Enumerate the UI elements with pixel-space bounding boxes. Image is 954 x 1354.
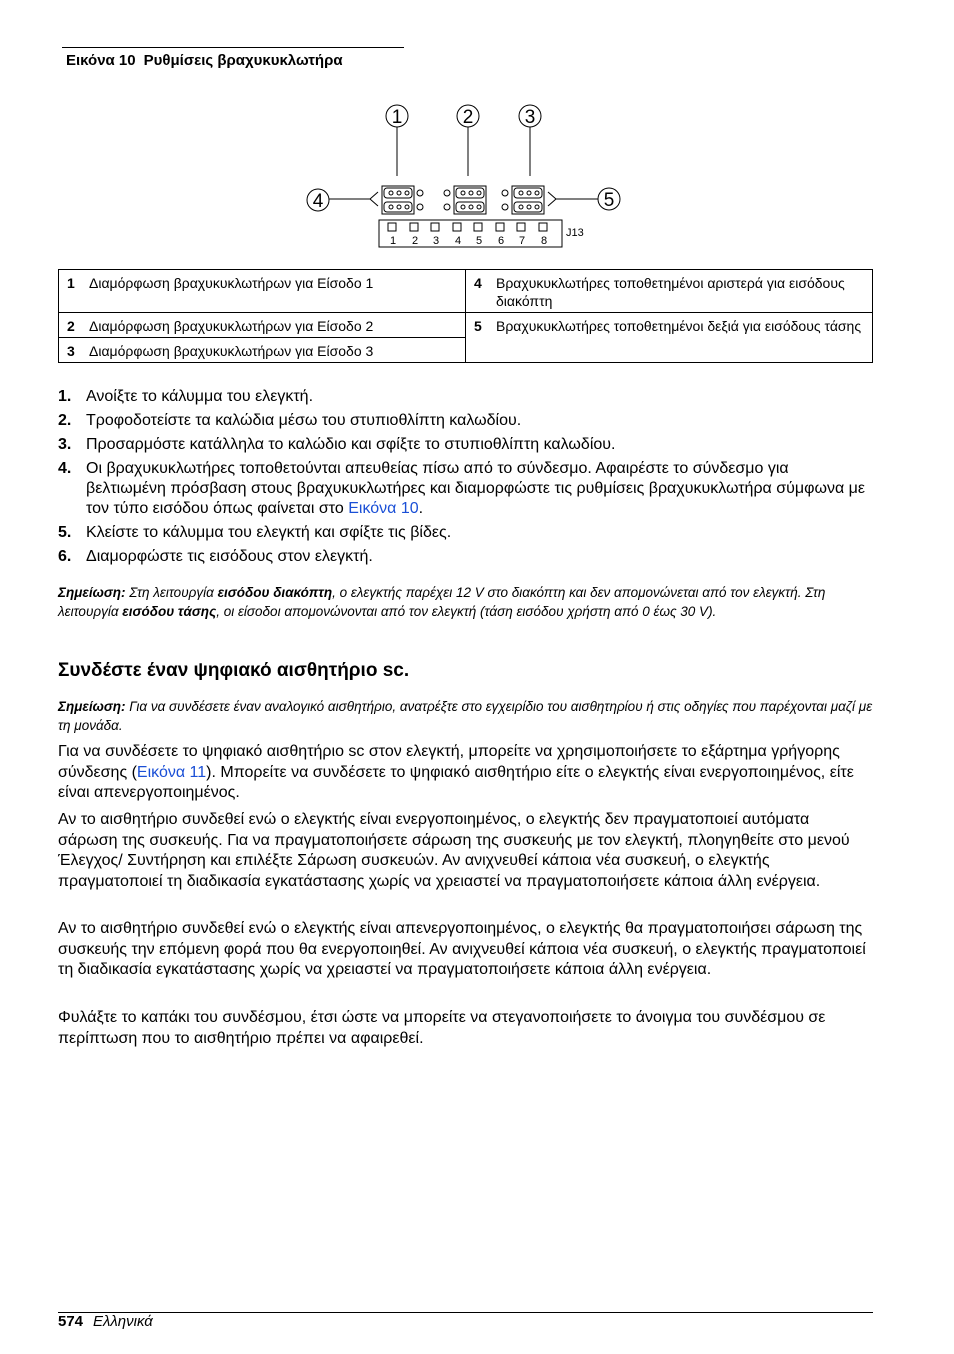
step-item: 1. Ανοίξτε το κάλυμμα του ελεγκτή. <box>58 388 314 405</box>
callout-3-label: 3 <box>524 107 536 128</box>
legend-num: 4 <box>474 275 482 291</box>
paragraph-connector-cap: Φυλάξτε το καπάκι του συνδέσμου, έτσι ώστε να μπορείτε να στεγανοποιήσετε το άνοιγμα του συνδέσμου σε περίπτωση που το αισθητήριο πρέπει να αφαιρεθεί. <box>58 1009 826 1047</box>
note-label: Σημείωση: <box>58 699 126 714</box>
legend-num: 5 <box>474 318 482 334</box>
figure-title: Ρυθμίσεις βραχυκυκλωτήρα <box>143 52 343 69</box>
legend-text: Βραχυκυκλωτήρες τοποθετημένοι δεξιά για εισόδους τάσης <box>496 318 862 334</box>
step-item: 4. Οι βραχυκυκλωτήρες τοποθετούνται απευθείας πίσω από το σύνδεσμο. Αφαιρέστε το σύνδεσμο για βελτιωμένη πρόσβαση στους βραχυκυκλωτήρες και διαμορφώστε τις ρυθμίσεις βραχυκυκλωτήρα σύμφωνα με τον τύπο εισόδου όπως φαίνεται στο Εικόνα 10. <box>58 460 865 517</box>
callout-2-label: 2 <box>462 107 474 128</box>
paragraph-powered-off: Αν το αισθητήριο συνδεθεί ενώ ο ελεγκτής είναι απενεργοποιημένος, ο ελεγκτής θα πραγματοποιήσει σάρωση της συσκευής την επόμενη φορά που θα ενεργοποιηθεί. Αν ανιχνευθεί κάποια νέα συσκευή, ο ελεγκτής πραγματοποιεί τη διαδικασία εγκατάστασης χωρίς να χρειαστεί να πραγματοποιήσετε κάποια άλλη ενέργεια. <box>58 920 866 978</box>
jumper-block-2 <box>444 186 486 214</box>
legend-text: Διαμόρφωση βραχυκυκλωτήρων για Είσοδο 1 <box>89 275 374 291</box>
legend-num: 2 <box>67 318 75 334</box>
step-item: 2. Τροφοδοτείστε τα καλώδια μέσω του στυπιοθλίπτη καλωδίου. <box>58 412 522 429</box>
connector-label: J13 <box>566 227 584 239</box>
legend-num: 1 <box>67 275 75 291</box>
pin-7-label: 7 <box>518 235 526 247</box>
callout-1 <box>386 105 408 176</box>
jumper-block-1 <box>382 186 423 214</box>
note-label: Σημείωση: <box>58 585 126 600</box>
step-item: 6. Διαμορφώστε τις εισόδους στον ελεγκτή. <box>58 548 373 565</box>
section-heading: Συνδέστε έναν ψηφιακό αισθητήριο sc. <box>58 660 410 681</box>
pin-6-label: 6 <box>497 235 505 247</box>
paragraph-powered-on: Αν το αισθητήριο συνδεθεί ενώ ο ελεγκτής είναι ενεργοποιημένος, ο ελεγκτής δεν πραγματοποιεί αυτόματα σάρωση της συσκευής. Για να πραγματοποιήσετε σάρωση της συσκευής με τον ελεγκτή, πλοηγηθείτε στο μενού Έλεγχος/ Συντήρηση και επιλέξτε Σάρωση συσκευών. Αν ανιχνευθεί κάποια νέα συσκευή, ο ελεγκτής πραγματοποιεί τη διαδικασία εγκατάστασης χωρίς να χρειαστεί να πραγματοποιήσετε κάποια άλλη ενέργεια. <box>58 811 850 890</box>
connector-j13 <box>379 220 584 247</box>
figure-11-link[interactable]: Εικόνα 11 <box>136 763 207 781</box>
procedure-steps <box>58 387 873 571</box>
legend-text: Διαμόρφωση βραχυκυκλωτήρων για Είσοδο 3 <box>89 343 374 359</box>
callout-2 <box>457 105 479 176</box>
jumper-diagram <box>300 100 640 250</box>
step-item: 3. Προσαρμόστε κατάλληλα το καλώδιο και σφίξτε το στυπιοθλίπτη καλωδίου. <box>58 436 616 453</box>
callout-5 <box>548 188 620 211</box>
figure-label: Εικόνα 10 <box>66 52 136 69</box>
step-item: 5. Κλείστε το κάλυμμα του ελεγκτή και σφίξτε τις βίδες. <box>58 524 452 541</box>
legend-cell-2 <box>59 313 466 338</box>
legend-cell-1 <box>59 270 466 313</box>
figure-caption <box>66 52 343 69</box>
pin-2-label: 2 <box>411 235 419 247</box>
pin-3-label: 3 <box>432 235 440 247</box>
pin-4-label: 4 <box>454 235 462 247</box>
page-number: 574 <box>58 1313 84 1330</box>
figure-legend-table <box>58 269 873 363</box>
callout-4 <box>307 189 378 212</box>
footer-rule <box>58 1312 873 1313</box>
paragraph-quick-connect: Για να συνδέσετε το ψηφιακό αισθητήριο sc στον ελεγκτή, μπορείτε να χρησιμοποιήσετε το εξάρτημα γρήγορης σύνδεσης (Εικόνα 11). Μπορείτε να συνδέσετε το ψηφιακό αισθητήριο είτε ο ελεγκτής είναι ενεργοποιημένος, είτε είναι απενεργοποιημένος. <box>58 743 854 801</box>
pin-1-label: 1 <box>389 235 397 247</box>
pin-8-label: 8 <box>540 235 548 247</box>
legend-text: Βραχυκυκλωτήρες τοποθετημένοι αριστερά για εισόδους διακόπτη <box>496 275 845 309</box>
legend-text: Διαμόρφωση βραχυκυκλωτήρων για Είσοδο 2 <box>89 318 374 334</box>
callout-5-label: 5 <box>603 190 615 211</box>
caption-rule <box>62 47 404 48</box>
pin-5-label: 5 <box>475 235 483 247</box>
callout-3 <box>519 105 541 176</box>
callout-1-label: 1 <box>391 107 403 128</box>
jumper-block-3 <box>502 186 544 214</box>
legend-cell-3 <box>59 338 466 363</box>
figure-10-link[interactable]: Εικόνα 10 <box>348 500 419 517</box>
callout-4-label: 4 <box>312 191 324 212</box>
note-analog-sensor: Σημείωση: Για να συνδέσετε έναν αναλογικό αισθητήριο, ανατρέξτε στο εγχειρίδιο του αισθητηρίου ή στις οδηγίες που παρέχονται μαζί με τη μονάδα. <box>58 699 873 733</box>
footer-language: Ελληνικά <box>93 1313 153 1330</box>
page-footer <box>58 1313 153 1330</box>
legend-cell-4 <box>466 270 873 313</box>
legend-cell-5 <box>466 313 873 363</box>
note-input-modes: Σημείωση: Στη λειτουργία εισόδου διακόπτη, ο ελεγκτής παρέχει 12 V στο διακόπτη και δεν απομονώνεται από τον ελεγκτή. Στη λειτουργία εισόδου τάσης, οι είσοδοι απομονώνονται από τον ελεγκτή (τάση εισόδου χρήστη από 0 έως 30 V). <box>58 585 826 619</box>
legend-num: 3 <box>67 343 75 359</box>
